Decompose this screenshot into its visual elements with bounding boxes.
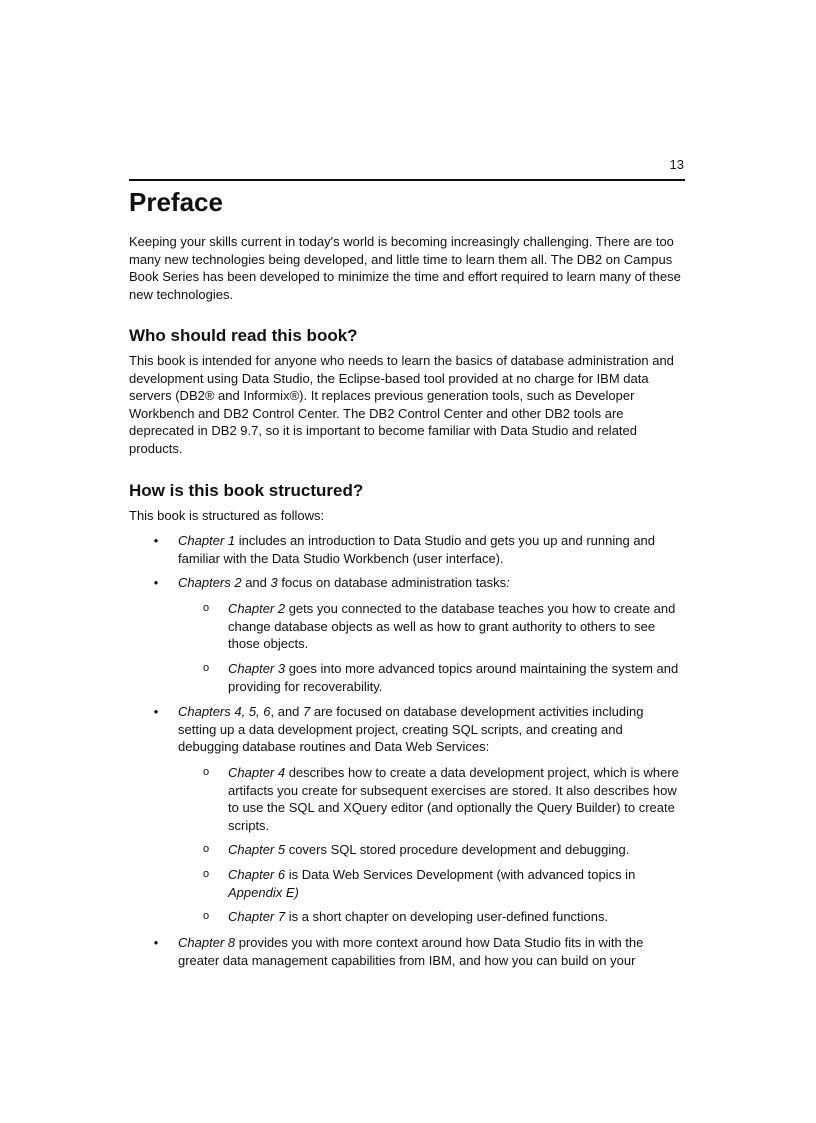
intro-paragraph: Keeping your skills current in today's world is becoming increasingly challenging. There are too many new technologies being developed, and little time to learn them all. The DB2 on Campus Book Series has been developed to minimize the time and effort required to learn many of these new technologies.: [129, 234, 681, 302]
circle-bullet-icon: o: [202, 766, 210, 778]
sub-list-item: o Chapter 3 goes into more advanced topics around maintaining the system and providing for recoverability.: [129, 660, 685, 695]
circle-bullet-icon: o: [202, 868, 210, 880]
list-item: • Chapter 1 includes an introduction to Data Studio and gets you up and running and familiar with the Data Studio Workbench (user interface).: [129, 532, 685, 567]
how-intro: This book is structured as follows:: [129, 508, 325, 523]
page-title: Preface: [129, 187, 223, 217]
sub-list-item: o Chapter 6 is Data Web Services Development (with advanced topics in Appendix E): [129, 866, 685, 901]
bullet-icon: •: [153, 704, 159, 719]
circle-bullet-icon: o: [202, 602, 210, 614]
sub-list-item: o Chapter 7 is a short chapter on developing user-defined functions.: [129, 908, 685, 926]
section-heading-how: How is this book structured?: [129, 481, 364, 500]
list-item: • Chapters 4, 5, 6, and 7 are focused on database development activities including setting up a data development project, creating SQL scripts, and creating and debugging database routines and Data Web Services:: [129, 703, 685, 756]
sub-list-item: o Chapter 4 describes how to create a data development project, which is where artifacts you create for subsequent exercises are stored. It also describes how to use the SQL and XQuery editor (and optionally the Query Builder) to create scripts.: [129, 764, 685, 834]
sub-list-item: o Chapter 5 covers SQL stored procedure development and debugging.: [129, 841, 685, 859]
who-paragraph: This book is intended for anyone who needs to learn the basics of database administration and development using Data Studio, the Eclipse-based tool provided at no charge for IBM data servers (DB2® and Informix®). It replaces previous generation tools, such as Developer Workbench and DB2 Control Center. The DB2 Control Center and other DB2 tools are deprecated in DB2 9.7, so it is important to become familiar with Data Studio and related products.: [129, 353, 674, 456]
page-number: 13: [669, 157, 684, 172]
section-heading-who: Who should read this book?: [129, 326, 358, 345]
bullet-icon: •: [153, 575, 159, 590]
bullet-icon: •: [153, 533, 159, 548]
circle-bullet-icon: o: [202, 662, 210, 674]
list-item: • Chapter 8 provides you with more context around how Data Studio fits in with the greater data management capabilities from IBM, and how you can build on your: [129, 934, 685, 969]
bullet-icon: •: [153, 935, 159, 950]
circle-bullet-icon: o: [202, 843, 210, 855]
header-rule: [129, 179, 685, 181]
list-item: • Chapters 2 and 3 focus on database administration tasks:: [129, 574, 685, 592]
sub-list-item: o Chapter 2 gets you connected to the database teaches you how to create and change database objects as well as how to grant authority to others to see those objects.: [129, 600, 685, 653]
circle-bullet-icon: o: [202, 910, 210, 922]
